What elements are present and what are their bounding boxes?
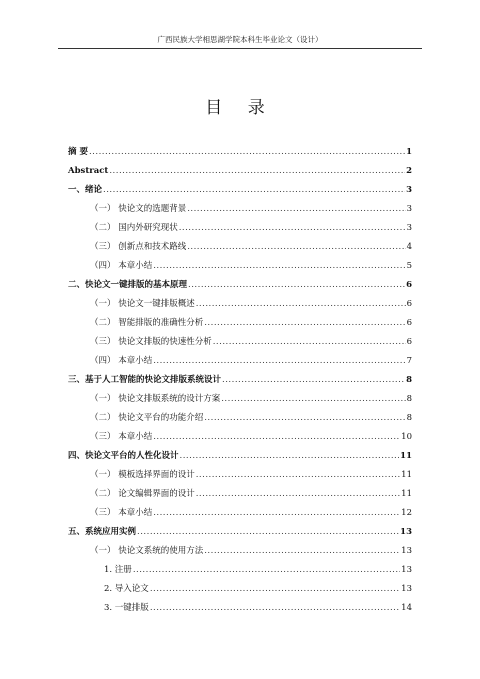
toc-entry-label: （一） 快论文的选题背景: [90, 204, 187, 214]
toc-leader-dots: [204, 546, 400, 556]
toc-entry-page: 14: [401, 603, 412, 613]
toc-entry-page: 8: [406, 394, 412, 404]
toc-entry-label: 一、绪论: [68, 185, 103, 195]
toc-leader-dots: [221, 394, 405, 404]
toc-entry-page: 13: [400, 527, 412, 537]
page-header: 广西民族大学相思湖学院本科生毕业论文（设计）: [58, 34, 422, 49]
toc-entry-page: 11: [400, 451, 412, 461]
toc-entry-label: 五、系统应用实例: [68, 527, 137, 537]
toc-entry-page: 6: [406, 299, 412, 309]
toc-entry[interactable]: [68, 385, 412, 404]
toc-entry-label: （一） 快论文一键排版概述: [90, 299, 195, 309]
toc-entry-label: 三、基于人工智能的快论文排版系统设计: [68, 375, 222, 385]
toc-title: 目 录: [205, 98, 275, 118]
toc-entry-page: 6: [406, 280, 412, 290]
toc-entry-label: （三） 本章小结: [90, 432, 153, 442]
toc-entry[interactable]: [68, 252, 412, 271]
toc-leader-dots: [187, 242, 405, 252]
toc-entry-page: 11: [401, 489, 412, 499]
toc-entry-page: 1: [406, 147, 412, 157]
toc-leader-dots: [213, 337, 406, 347]
toc-entry[interactable]: [68, 480, 412, 499]
toc-leader-dots: [180, 451, 400, 461]
toc-entry-label: （三） 本章小结: [90, 508, 153, 518]
toc-entry[interactable]: [68, 347, 412, 366]
toc-leader-dots: [204, 413, 405, 423]
toc-entry[interactable]: [68, 214, 412, 233]
toc-leader-dots: [196, 470, 400, 480]
toc-entry[interactable]: [68, 176, 412, 195]
toc-entry-page: 13: [401, 546, 412, 556]
toc-leader-dots: [109, 166, 405, 176]
toc-entry-page: 12: [401, 508, 412, 518]
toc-entry[interactable]: [68, 556, 412, 575]
toc-leader-dots: [150, 603, 400, 613]
toc-entry-label: （四） 本章小结: [90, 261, 153, 271]
toc-leader-dots: [204, 318, 405, 328]
toc-entry-label: （一） 快论文系统的使用方法: [90, 546, 204, 556]
toc-entry[interactable]: [68, 195, 412, 214]
toc-leader-dots: [89, 147, 405, 157]
toc-entry-label: Abstract: [68, 166, 109, 176]
toc-entry-label: （二） 快论文平台的功能介绍: [90, 413, 204, 423]
toc-entry-label: （三） 快论文排版的快速性分析: [90, 337, 212, 347]
toc-entry[interactable]: [68, 537, 412, 556]
toc-entry[interactable]: [68, 461, 412, 480]
toc-entry-page: 13: [401, 584, 412, 594]
toc-leader-dots: [187, 204, 405, 214]
toc-entry[interactable]: [68, 328, 412, 347]
toc-entry-page: 6: [406, 318, 412, 328]
toc-entry[interactable]: [68, 138, 412, 157]
toc-entry-page: 2: [406, 166, 412, 176]
toc-leader-dots: [137, 527, 399, 537]
table-of-contents: [68, 138, 412, 613]
toc-entry-page: 11: [401, 470, 412, 480]
toc-entry-page: 10: [401, 432, 412, 442]
toc-entry-label: （二） 论文编辑界面的设计: [90, 489, 195, 499]
toc-leader-dots: [153, 432, 400, 442]
toc-entry-label: （一） 快论文排版系统的设计方案: [90, 394, 221, 404]
toc-leader-dots: [196, 489, 400, 499]
toc-entry[interactable]: [68, 290, 412, 309]
toc-entry-page: 7: [406, 356, 412, 366]
toc-entry-label: 二、快论文一键排版的基本原理: [68, 280, 188, 290]
toc-entry-page: 13: [401, 565, 412, 575]
toc-leader-dots: [153, 356, 405, 366]
toc-entry-label: （二） 国内外研究现状: [90, 223, 178, 233]
toc-entry[interactable]: [68, 157, 412, 176]
toc-entry[interactable]: [68, 233, 412, 252]
toc-entry-label: 四、快论文平台的人性化设计: [68, 451, 179, 461]
toc-entry-page: 3: [406, 204, 412, 214]
toc-entry-label: （一） 模板选择界面的设计: [90, 470, 195, 480]
toc-leader-dots: [153, 261, 405, 271]
toc-entry-label: 2. 导入论文: [104, 584, 149, 594]
toc-leader-dots: [188, 280, 405, 290]
toc-leader-dots: [133, 565, 400, 575]
toc-entry-page: 3: [406, 185, 412, 195]
toc-entry[interactable]: [68, 442, 412, 461]
toc-entry-page: 8: [406, 375, 412, 385]
toc-entry[interactable]: [68, 309, 412, 328]
toc-entry-page: 3: [406, 223, 412, 233]
toc-entry-label: （二） 智能排版的准确性分析: [90, 318, 204, 328]
toc-entry-page: 5: [406, 261, 412, 271]
toc-entry[interactable]: [68, 518, 412, 537]
toc-leader-dots: [150, 584, 400, 594]
toc-entry[interactable]: [68, 594, 412, 613]
toc-entry[interactable]: [68, 271, 412, 290]
toc-entry-label: （四） 本章小结: [90, 356, 153, 366]
toc-entry[interactable]: [68, 499, 412, 518]
toc-entry-page: 4: [406, 242, 412, 252]
toc-leader-dots: [196, 299, 406, 309]
toc-entry-label: 1. 注册: [104, 565, 132, 575]
toc-leader-dots: [179, 223, 406, 233]
toc-entry[interactable]: [68, 404, 412, 423]
toc-leader-dots: [222, 375, 405, 385]
toc-entry[interactable]: [68, 423, 412, 442]
toc-entry-label: 摘 要: [68, 147, 88, 157]
toc-entry-label: 3. 一键排版: [104, 603, 149, 613]
toc-entry[interactable]: [68, 366, 412, 385]
toc-entry[interactable]: [68, 575, 412, 594]
toc-entry-label: （三） 创新点和技术路线: [90, 242, 187, 252]
toc-leader-dots: [103, 185, 405, 195]
toc-entry-page: 8: [406, 413, 412, 423]
toc-leader-dots: [153, 508, 400, 518]
toc-entry-page: 6: [406, 337, 412, 347]
